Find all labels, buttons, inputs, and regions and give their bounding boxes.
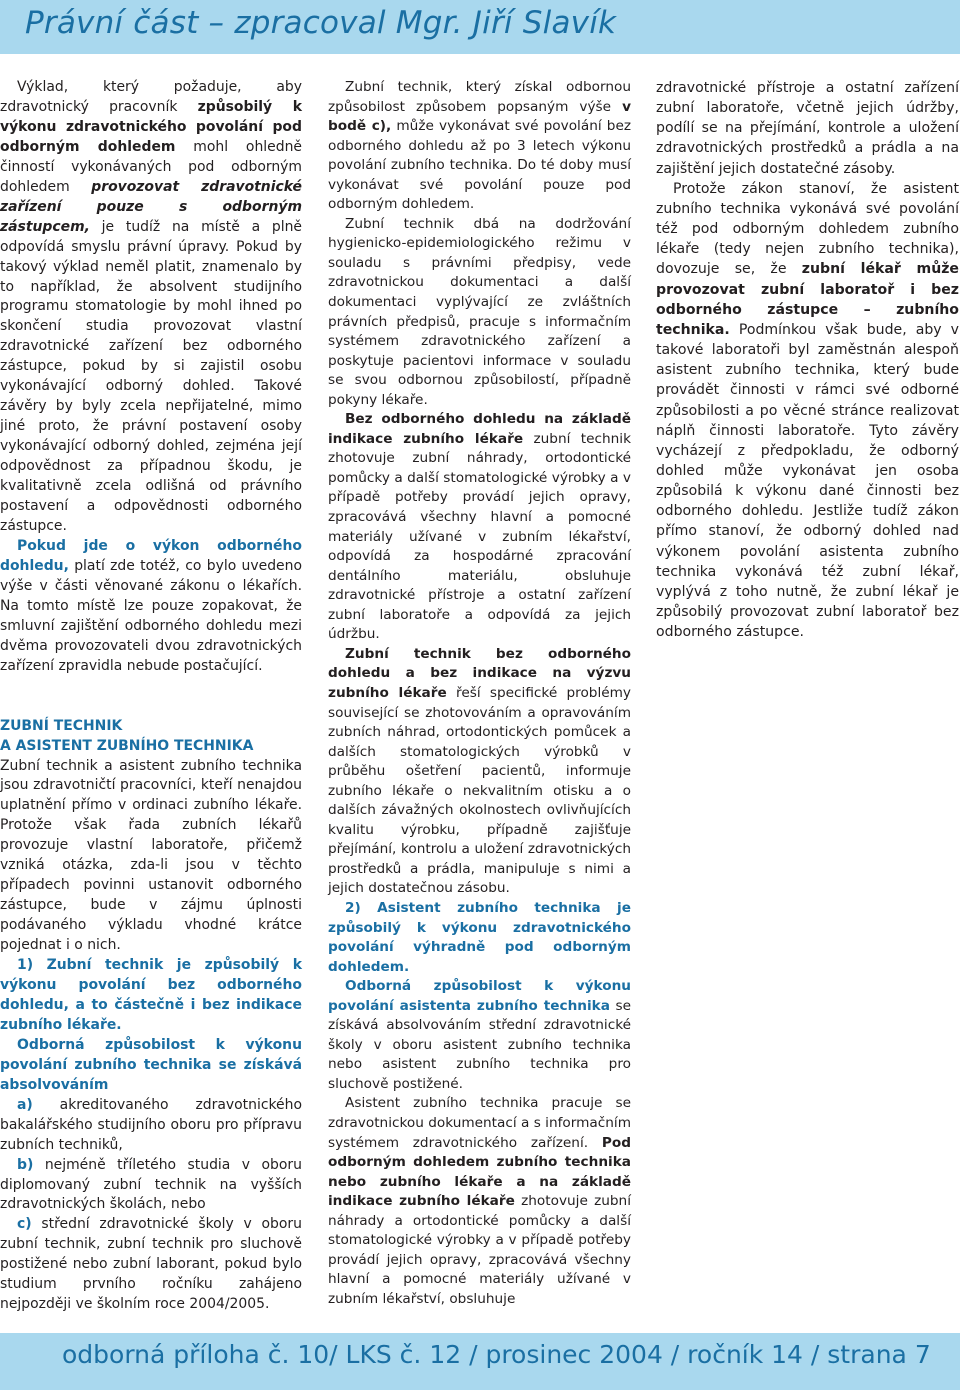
paragraph	[0, 1036, 302, 1096]
bold-text: v bodě c),	[328, 98, 631, 135]
bold-text: 1) Zubní technik je způsobilý k výkonu povolání bez odborného dohledu, a to částečně i bez indikace zubního lékaře.	[0, 957, 302, 1033]
bold-text: 2) Asistent zubního technika je způsobilý k výkonu zdravotnického povolání výhradně pod odborným dohledem.	[328, 899, 631, 975]
page-footer: odborná příloha č. 10/ LKS č. 12 / prosinec 2004 / ročník 14 / strana 7	[62, 1340, 931, 1369]
column-left	[0, 78, 302, 1315]
list-label: a)	[17, 1096, 33, 1113]
paragraph	[328, 645, 631, 899]
text-run: zhotovuje zubní náhrady a ortodontické pomůcky a další stomatologické výrobky a v případě potřeby provádí jejich opravy, zpracovává všechny hlavní a pomocné materiály užívané v zubním lékařství, obsluhuje	[328, 1193, 631, 1307]
paragraph	[656, 78, 959, 179]
text-run: střední zdravotnické školy v oboru zubní technik, zubní technik pro sluchově postižené nebo zubní laborant, pokud bylo studium prvního ročníku zahájeno nejpozději ve školním roce 2004/2005.	[0, 1216, 302, 1313]
text-run: Podmínkou však bude, aby v takové laboratoři byl zaměstnán alespoň asistent zubního technika, který bude provádět činnosti v rámci své odborné způsobilosti a po věcné stránce realizovat náplň činnosti laboratoře. Tyto závěry vycházejí z předpokladu, že odborný dohled může vykonávat jen osoba způsobilá k výkonu dané činnosti bez odborného dohledu. Jestliže tudíž zákon přímo stanoví, že odborný dohled nad výkonem povolání asistenta zubního technika vykonává též zubní lékař, vyplývá z toho nutně, že zubní lékař je způsobilý provozovat zubní laboratoř bez odborného zástupce.	[656, 321, 959, 641]
paragraph	[0, 78, 302, 537]
page-title: Právní část – zpracoval Mgr. Jiří Slavík	[25, 5, 617, 41]
paragraph	[656, 179, 959, 643]
paragraph	[328, 977, 631, 1094]
bold-text: Zubní technik bez odborného dohledu a bez indikace na výzvu zubního lékaře	[328, 645, 631, 701]
paragraph	[0, 537, 302, 677]
text-run: se získává absolvováním střední zdravotnické školy v oboru asistent zubního technika nebo asistent zubního technika pro sluchově postižené.	[328, 997, 631, 1092]
heading-line: A ASISTENT ZUBNÍHO TECHNIKA	[0, 737, 254, 754]
text-run: zubní technik zhotovuje zubní náhrady, ortodontické pomůcky a další stomatologické výrobky a v případě potřeby provádí jejich opravy, zpracovává všechny hlavní a pomocné materiály užívané v zubním lékařství, odpovídá za hospodárné zpracování dentálního materiálu, obsluhuje zdravotnické přístroje a ostatní zařízení zubní laboratoře a odpovídá za jejich údržbu.	[328, 430, 631, 643]
column-right	[656, 78, 959, 642]
heading-line: ZUBNÍ TECHNIK	[0, 717, 123, 734]
paragraph	[328, 1094, 631, 1309]
paragraph	[0, 956, 302, 1036]
text-run: mohl ohledně činností vykonávaných pod odborným dohledem	[0, 138, 302, 195]
list-item	[0, 1156, 302, 1216]
paragraph	[328, 78, 631, 215]
column-middle	[328, 78, 631, 1309]
bold-text: Pod odborným dohledem zubního technika nebo zubního lékaře a na základě indikace zubního lékaře	[328, 1134, 631, 1210]
list-label: c)	[17, 1216, 32, 1233]
text-run: Protože zákon stanoví, že asistent zubního technika vykonává své povolání též pod odborným dohledem zubního lékaře (tedy nejen zubního technika), dovozuje se, že	[656, 180, 959, 278]
bold-text: zubní lékař může provozovat zubní laboratoř i bez odborného zástupce – zubního technika.	[656, 261, 959, 338]
bold-italic-text: provozovat zdravotnické zařízení pouze s odborným zástupcem,	[0, 178, 302, 235]
bold-text: Odborná způsobilost k výkonu povolání asistenta zubního technika	[328, 978, 631, 1014]
text-run: platí zde totéž, co bylo uvedeno výše v části věnované zákonu o lékařích. Na tomto místě lze pouze zopakovat, že smluvní zajištění odborného dohledu mezi dvěma provozovateli dvou zdravotnických zařízení zpravidla nebude postačující.	[0, 557, 302, 674]
list-item	[0, 1096, 302, 1156]
paragraph	[328, 215, 631, 410]
paragraph	[328, 410, 631, 645]
bold-text: Bez odborného dohledu na základě indikace zubního lékaře	[328, 411, 631, 447]
text-run: může vykonávat své povolání bez odborného dohledu až po 3 letech výkonu povolání zubního technika. Do té doby musí vykonávat své povolání pouze pod odborným dohledem.	[328, 118, 632, 213]
list-label: b)	[17, 1156, 34, 1173]
text-run: je tudíž na místě a plně odpovídá smyslu právní úpravy. Pokud by takový výklad neměl platit, znamenalo by to například, že absolvent studijního programu stomatologie by mohl ihned po skončení studia provozovat vlastní zdravotnické zařízení bez odborného zástupce, pokud by si zajistil osobu vykonávající odborný dohled. Takové závěry by byly zcela nepřijatelné, mimo jiné proto, že právní postavení osoby vykonávající odborný dohled, zejména její odpovědnost za případnou škodu, je kvalitativně zcela odlišná od právního postavení a odpovědnosti odborného zástupce.	[0, 218, 302, 534]
text-run: Zubní technik, který získal odbornou způsobilost způsobem popsaným výše	[328, 79, 631, 115]
text-run: Zubní technik a asistent zubního technika jsou zdravotničtí pracovníci, kteří nenajdou uplatnění přímo v ordinaci zubního lékaře. Protože však řada zubních lékařů provozuje vlastní laboratoře, přičemž vzniká otázka, zda-li jsou v těchto případech povinni ustanovit odborného zástupce, bude v zájmu úplnosti podávaného výkladu vhodné krátce pojednat i o nich.	[0, 757, 302, 954]
bold-text: Odborná způsobilost k výkonu povolání zubního technika se získává absolvováním	[0, 1036, 302, 1093]
text-run: zdravotnické přístroje a ostatní zařízení zubní laboratoře, včetně jejich údržby, podílí se na přejímání, kontrole a uložení zdravotnických prostředků a prádla a na zajištění jejich dostatečné zásoby.	[656, 80, 959, 177]
text-run: nejméně tříletého studia v oboru diplomovaný zubní technik na vyšších zdravotnických školách, nebo	[0, 1156, 302, 1213]
text-run: Asistent zubního technika pracuje se zdravotnickou dokumentací a s informačním systémem zdravotnického zařízení.	[328, 1095, 631, 1151]
bold-text: Pokud jde o výkon odborného dohledu,	[0, 537, 302, 574]
paragraph	[328, 899, 631, 977]
paragraph	[0, 757, 302, 957]
text-run: řeší specifické problémy související se zhotovováním a opravováním zubních náhrad, ortodontických pomůcek a dalších stomatologických výrobků v průběhu ošetření pacientů, informuje zubního lékaře o nekvalitním otisku a o dalších závažných okolnostech ovlivňujících kvalitu výrobku, případně zajišťuje přejímání, kontrolu a uložení zdravotnických prostředků a prádla, manipuluje s nimi a jejich dostatečnou zásobu.	[328, 684, 631, 897]
text-run: Výklad, který požaduje, aby zdravotnický pracovník	[0, 79, 302, 115]
bold-text: způsobilý k výkonu zdravotnického povolání pod odborným dohledem	[0, 98, 303, 155]
text-run: akreditovaného zdravotnického bakalářského studijního oboru pro přípravu zubních techniků,	[0, 1096, 302, 1153]
section-heading	[0, 717, 302, 757]
text-run: Zubní technik dbá na dodržování hygienicko-epidemiologického režimu v souladu s právními předpisy, vede zdravotnickou dokumentaci a další dokumentaci vyplývající ze zvláštních právních předpisů, pracuje s informačním systémem zdravotnického zařízení a poskytuje pacientovi informace v souladu se svou odbornou způsobilostí, případně pokyny lékaře.	[328, 215, 631, 408]
list-item	[0, 1215, 302, 1315]
